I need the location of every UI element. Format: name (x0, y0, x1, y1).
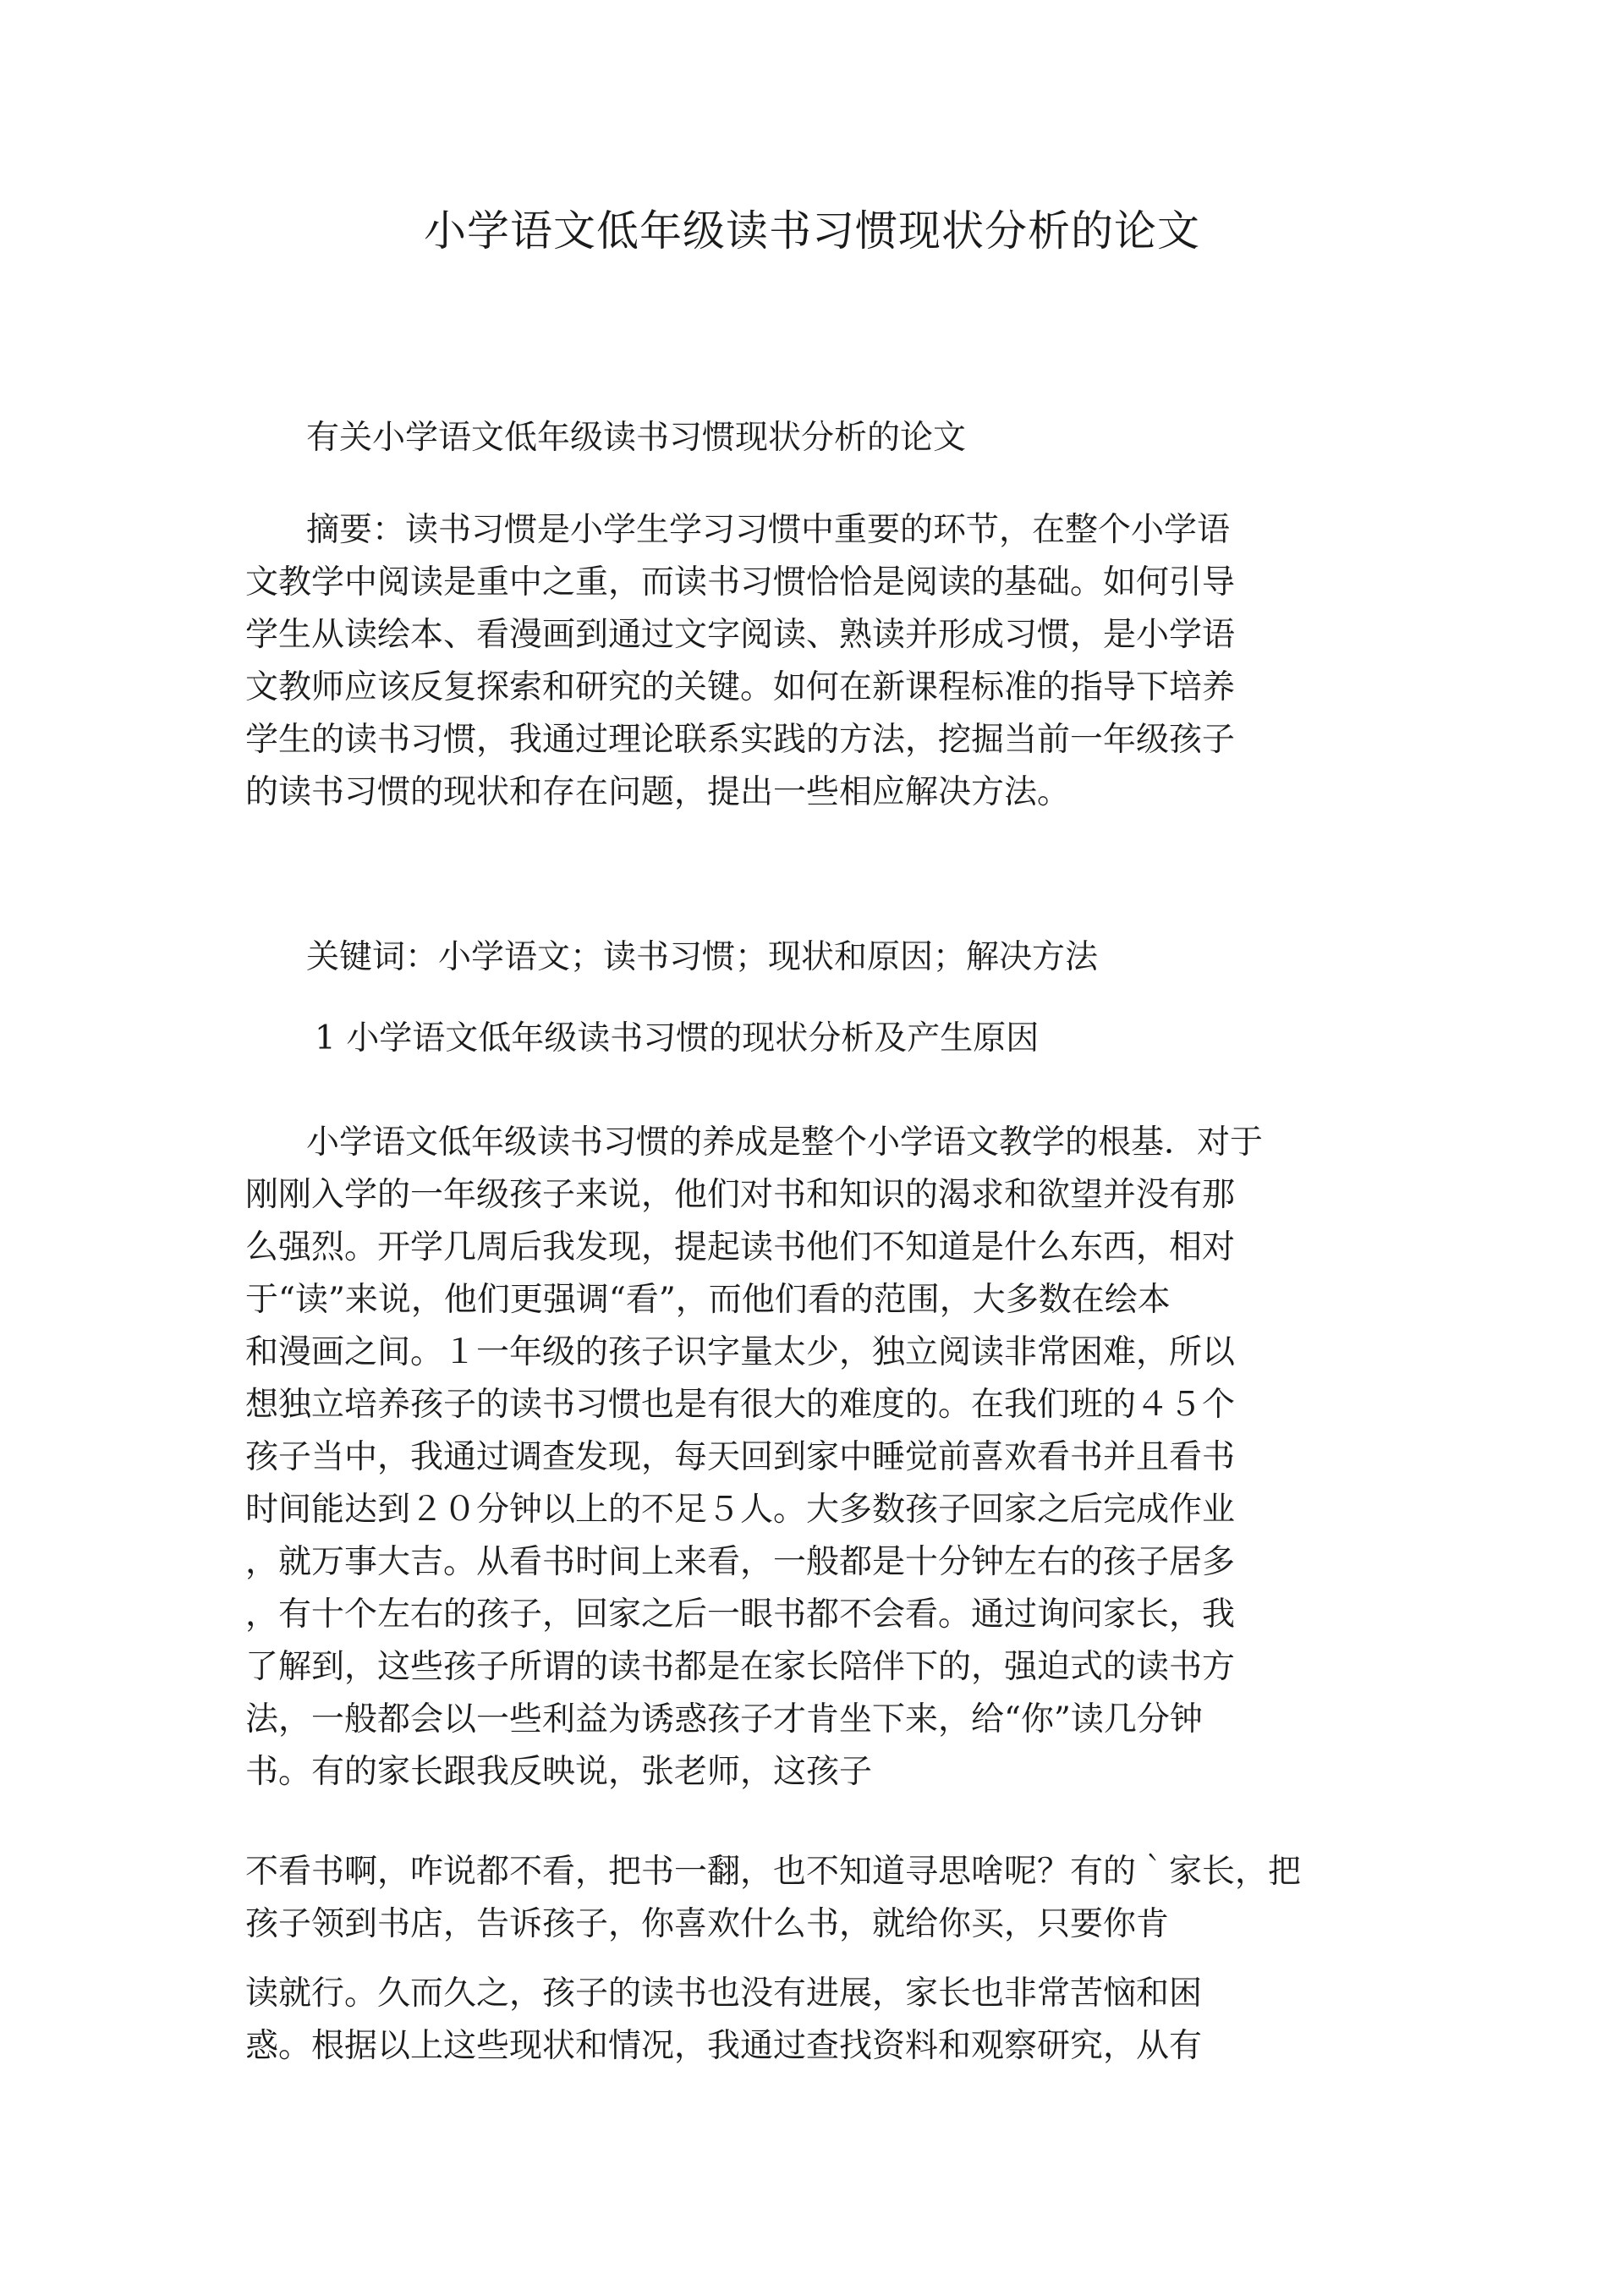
body-paragraph-continued-2 (245, 1968, 1413, 2073)
body-line: 读就行。久而久之，孩子的读书也没有进展，家长也非常苦恼和困 (245, 1975, 1203, 2013)
paper-subtitle: 有关小学语文低年级读书习惯现状分析的论文 (306, 419, 967, 457)
body-line: 想独立培养孩子的读书习惯也是有很大的难度的。在我们班的４５个 (245, 1386, 1236, 1424)
body-line: 于“读”来说，他们更强调“看”，而他们看的范围，大多数在绘本 (245, 1281, 1171, 1319)
abstract-line: 文教学中阅读是重中之重，而读书习惯恰恰是阅读的基础。如何引导 (245, 563, 1236, 601)
body-line: ，就万事大吉。从看书时间上来看，一般都是十分钟左右的孩子居多 (245, 1543, 1236, 1581)
abstract-line: 学生的读书习惯，我通过理论联系实践的方法，挖掘当前一年级孩子 (245, 721, 1236, 759)
section-heading: 1 小学语文低年级读书习惯的现状分析及产生原因 (315, 1019, 1040, 1057)
body-paragraph (245, 1117, 1413, 1799)
body-line: 么强烈。开学几周后我发现，提起读书他们不知道是什么东西，相对 (245, 1228, 1236, 1266)
body-line: 法，一般都会以一些利益为诱惑孩子才肯坐下来，给“你”读几分钟 (245, 1700, 1203, 1738)
abstract-line: 摘要：读书习惯是小学生学习习惯中重要的环节，在整个小学语 (306, 511, 1231, 549)
body-line: 小学语文低年级读书习惯的养成是整个小学语文教学的根基．对于 (306, 1123, 1264, 1162)
body-line: 不看书啊，咋说都不看，把书一翻，也不知道寻思啥呢？有的｀家长，把 (245, 1853, 1302, 1891)
body-line: 书。有的家长跟我反映说，张老师，这孩子 (245, 1753, 873, 1791)
body-line: 孩子当中，我通过调查发现，每天回到家中睡觉前喜欢看书并且看书 (245, 1438, 1236, 1476)
body-line: 和漫画之间。１一年级的孩子识字量太少，独立阅读非常困难，所以 (245, 1333, 1236, 1371)
body-line: 时间能达到２０分钟以上的不足５人。大多数孩子回家之后完成作业 (245, 1491, 1236, 1529)
body-line: 了解到，这些孩子所谓的读书都是在家长陪伴下的，强迫式的读书方 (245, 1648, 1236, 1686)
abstract-line: 学生从读绘本、看漫画到通过文字阅读、熟读并形成习惯，是小学语 (245, 616, 1236, 654)
abstract-line: 的读书习惯的现状和存在问题，提出一些相应解决方法。 (245, 773, 1071, 811)
body-line: 孩子领到书店，告诉孩子，你喜欢什么书，就给你买，只要你肯 (245, 1905, 1170, 1943)
abstract-line: 文教师应该反复探索和研究的关键。如何在新课程标准的指导下培养 (245, 668, 1236, 706)
body-line: 惑。根据以上这些现状和情况，我通过查找资料和观察研究，从有 (245, 2027, 1203, 2065)
keywords-line: 关键词：小学语文；读书习惯；现状和原因；解决方法 (306, 938, 1099, 976)
body-paragraph-continued (245, 1846, 1413, 1951)
abstract-paragraph (245, 504, 1413, 819)
body-line: ，有十个左右的孩子，回家之后一眼书都不会看。通过询问家长，我 (245, 1596, 1236, 1634)
body-line: 刚刚入学的一年级孩子来说，他们对书和知识的渴求和欲望并没有那 (245, 1176, 1236, 1214)
page-title: 小学语文低年级读书习惯现状分析的论文 (424, 206, 1200, 255)
